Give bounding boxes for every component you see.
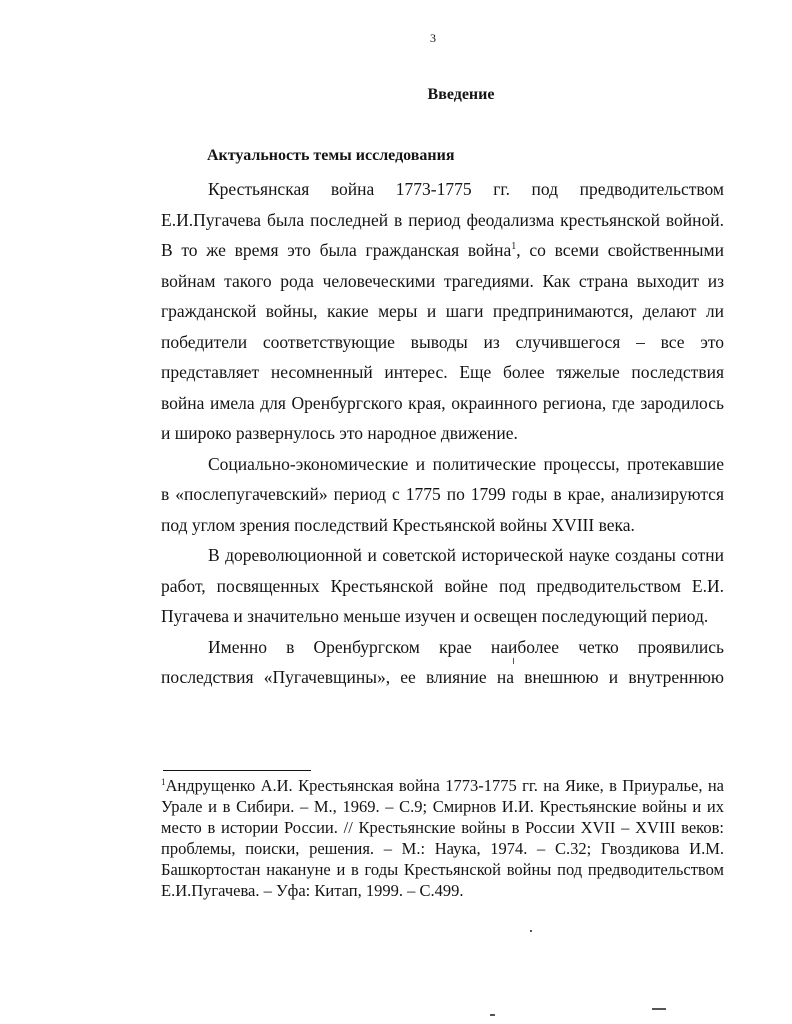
paragraph-text: Крестьянская война 1773-1775 гг. под предводительством Е.И.Пугачева была последней в период феодализма крестьянской войной. В то же время это была гражданская война xyxy=(161,179,724,260)
paragraph: Социально-экономические и политические процессы, протекавшие в «послепугачевский» период с 1775 по 1799 годы в крае, анализируются под углом зрения последствий Крестьянской войны XVIII века. xyxy=(161,453,724,535)
paragraph: Именно в Оренбургском крае наиболее четко проявились последствия «Пугачевщины», ее влияние на внешнюю и внутреннюю xyxy=(161,636,724,687)
paragraph: В дореволюционной и советской исторической науке созданы сотни работ, посвященных Крестьянской войне под предводительством Е.И. Пугачева и значительно меньше изучен и освещен последующий период. xyxy=(161,545,724,626)
page-number: 3 xyxy=(430,31,436,45)
section-heading: Введение xyxy=(427,86,495,103)
paragraph xyxy=(161,174,724,449)
body-text xyxy=(161,174,724,693)
footnote xyxy=(161,775,724,901)
scan-speck xyxy=(513,658,514,664)
scan-speck xyxy=(530,930,532,932)
footnote-text: Андрущенко А.И. Крестьянская война 1773-1775 гг. на Яике, в Приуралье, на Урале и в Сибири. – М., 1969. – С.9; Смирнов И.И. Крестьянские войны и их место в истории России. // Крестьянские войны в России XVII – XVIII веков: проблемы, поиски, решения. – М.: Наука, 1974. – С.32; Гвоздикова И.М. Башкортостан накануне и в годы Крестьянской войны под предводительством Е.И.Пугачева. – Уфа: Китап, 1999. – С.499. xyxy=(161,776,724,900)
footnote-reference: 1 xyxy=(511,241,517,252)
footnote-separator xyxy=(163,770,311,771)
footnote-marker: 1 xyxy=(161,777,166,787)
scan-speck xyxy=(652,1008,666,1010)
scan-speck xyxy=(490,1014,495,1016)
paragraph-text: , со всеми свойственными войнам такого рода человеческими трагедиями. Как страна выходит из гражданской войны, какие меры и шаги предпринимаются, делают ли победители соответствующие выводы из случившегося – все это представляет несомненный интерес. Еще более тяжелые последствия война имела для Оренбургского края, окраинного региона, где зародилось и широко развернулось это народное движение. xyxy=(161,240,724,443)
subsection-heading: Актуальность темы исследования xyxy=(207,147,455,164)
